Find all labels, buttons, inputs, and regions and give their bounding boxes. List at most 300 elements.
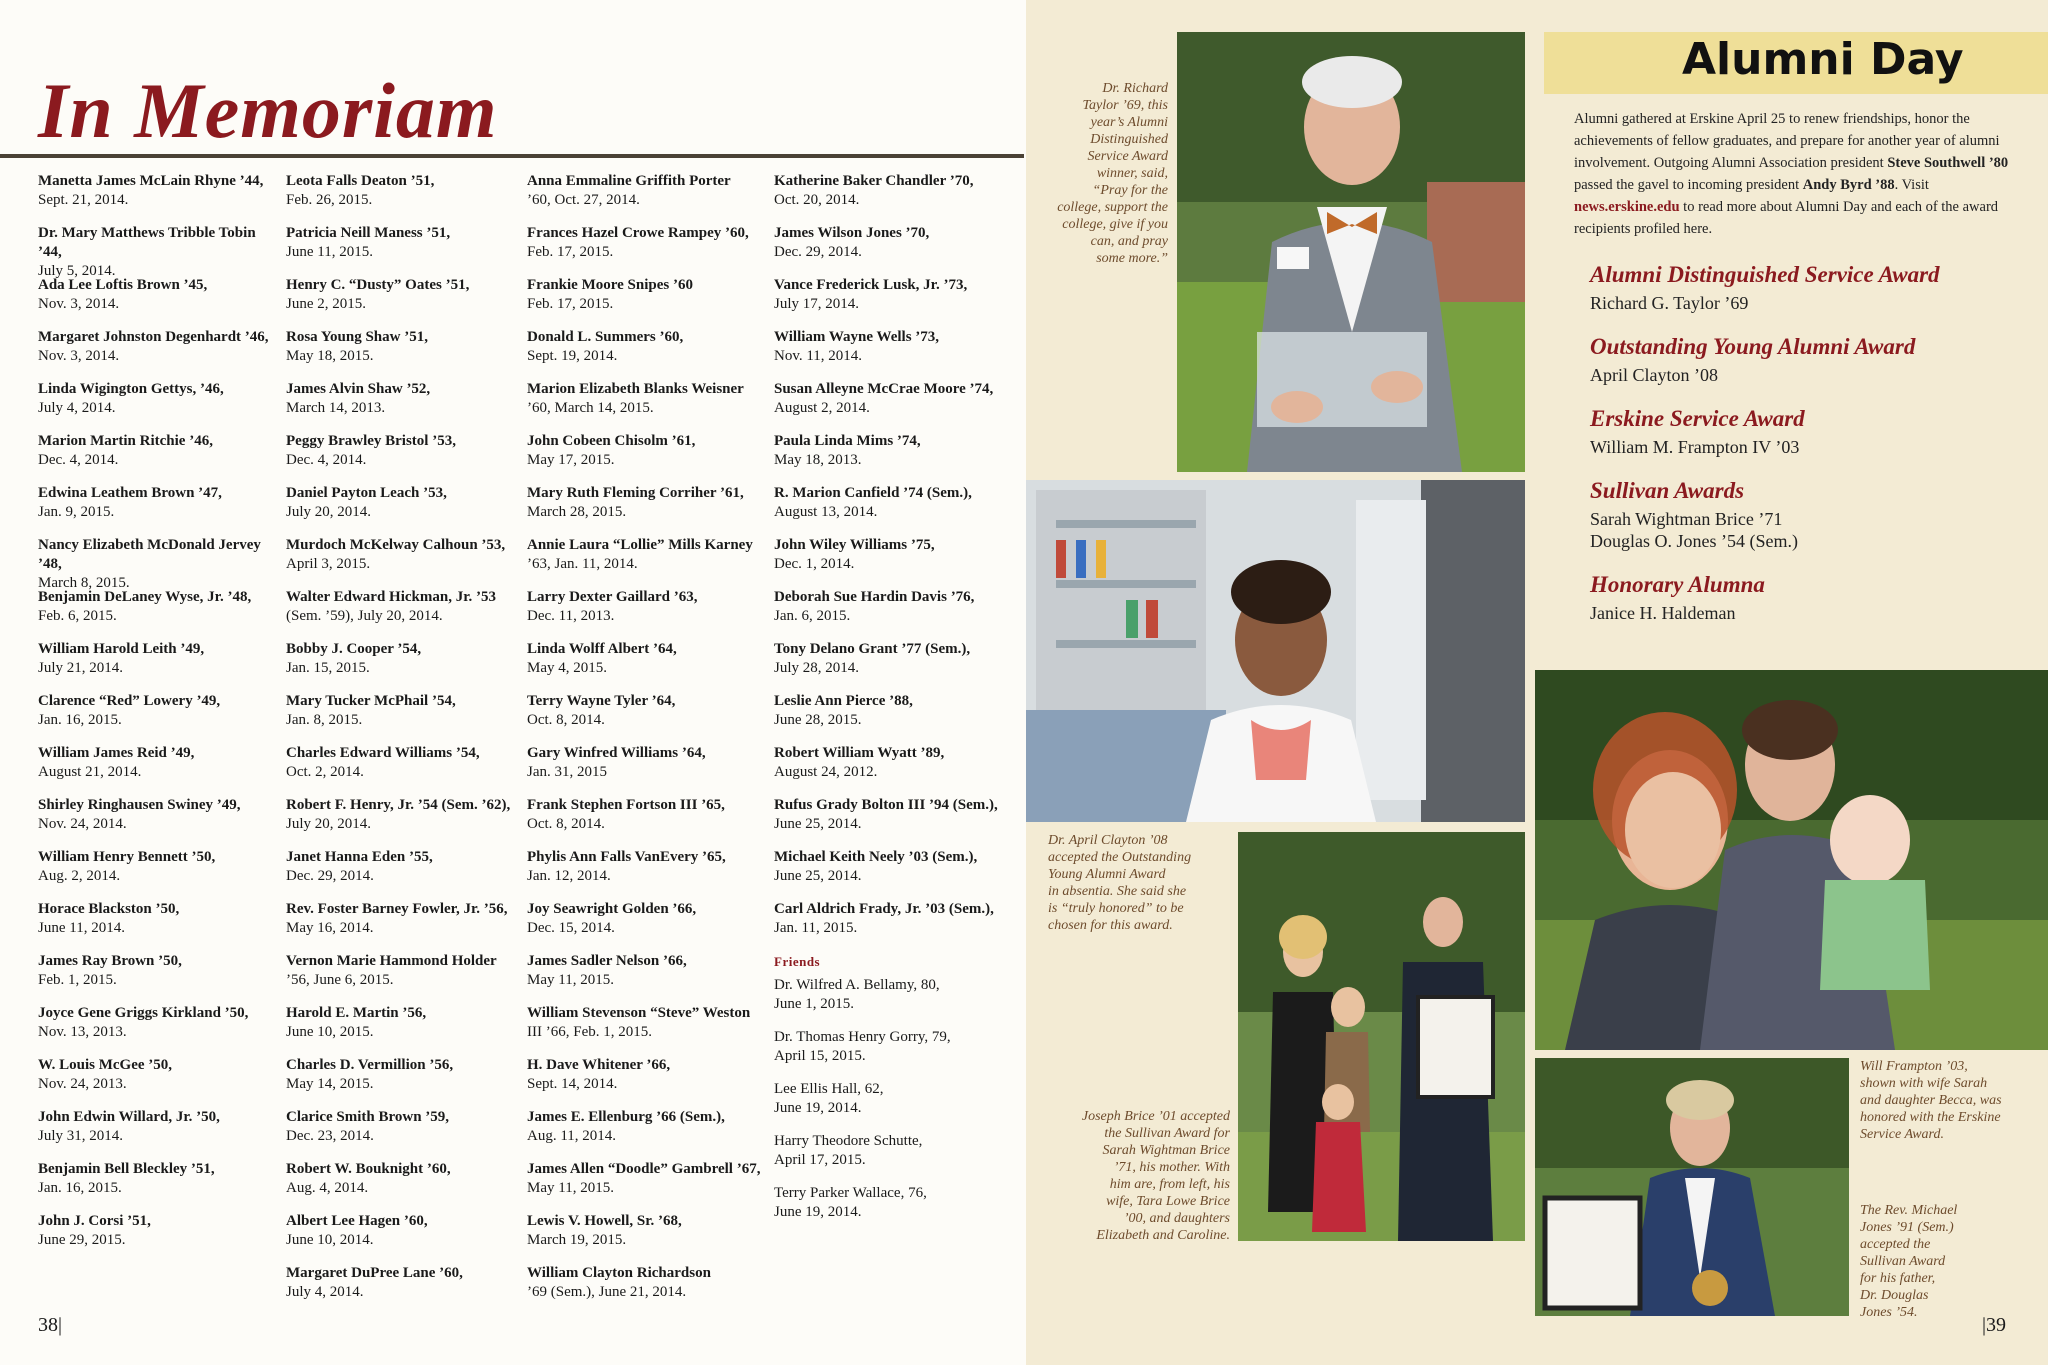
entry-name: Michael Keith Neely ’03 (Sem.), [774, 849, 978, 865]
entry-date: June 25, 2014. [774, 816, 862, 832]
entry-name: Dr. Thomas Henry Gorry, 79, [774, 1029, 951, 1045]
memoriam-entry [286, 1160, 528, 1212]
entry-name: Paula Linda Mims ’74, [774, 433, 921, 449]
entry-name: Gary Winfred Williams ’64, [527, 745, 706, 761]
entry-name: Harry Theodore Schutte, [774, 1133, 923, 1149]
memoriam-entry [527, 692, 769, 744]
memoriam-entry [286, 1004, 528, 1056]
award-title: Outstanding Young Alumni Award [1590, 334, 1916, 359]
memoriam-entry [286, 380, 528, 432]
entry-date: (Sem. ’59), July 20, 2014. [286, 608, 443, 624]
entry-name: Frances Hazel Crowe Rampey ’60, [527, 225, 749, 241]
photo-april-clayton-lab [1026, 480, 1525, 822]
entry-name: Tony Delano Grant ’77 (Sem.), [774, 641, 971, 657]
entry-name: Dr. Wilfred A. Bellamy, 80, [774, 977, 940, 993]
memoriam-entry [527, 224, 769, 276]
entry-date: III ’66, Feb. 1, 2015. [527, 1024, 652, 1040]
entry-date: Feb. 17, 2015. [527, 244, 614, 260]
caption-line: college, support the [1057, 200, 1168, 215]
entry-date: ’60, March 14, 2015. [527, 400, 654, 416]
friend-entry [774, 1132, 1016, 1184]
entry-date: Sept. 21, 2014. [38, 192, 129, 208]
memoriam-entry [38, 484, 280, 536]
entry-name: James Sadler Nelson ’66, [527, 953, 687, 969]
entry-name: W. Louis McGee ’50, [38, 1057, 173, 1073]
entry-name: Joy Seawright Golden ’66, [527, 901, 697, 917]
entry-date: August 21, 2014. [38, 764, 142, 780]
friend-entry [774, 1184, 1016, 1236]
memoriam-entry [527, 1056, 769, 1108]
award-recipient: Douglas O. Jones ’54 (Sem.) [1590, 531, 1798, 551]
caption-line: Dr. Douglas [1860, 1288, 1929, 1303]
entry-name: William Clayton Richardson [527, 1265, 711, 1281]
entry-name: Charles D. Vermillion ’56, [286, 1057, 454, 1073]
entry-name: Marion Martin Ritchie ’46, [38, 433, 213, 449]
entry-date: Nov. 3, 2014. [38, 348, 120, 364]
memoriam-entry [774, 328, 1016, 380]
page-number-right: |39 [1982, 1314, 2007, 1336]
entry-name: Deborah Sue Hardin Davis ’76, [774, 589, 975, 605]
caption-line: Sarah Wightman Brice [1102, 1143, 1230, 1158]
caption-line: accepted the [1860, 1237, 1931, 1252]
entry-date: July 4, 2014. [286, 1284, 364, 1300]
friends-list [774, 976, 1016, 1236]
entry-date: July 21, 2014. [38, 660, 124, 676]
memoriam-entry [527, 848, 769, 900]
entry-name: Terry Parker Wallace, 76, [774, 1185, 927, 1201]
memoriam-entry [527, 588, 769, 640]
entry-date: July 20, 2014. [286, 816, 372, 832]
entry-name: William Wayne Wells ’73, [774, 329, 940, 345]
caption-line: winner, said, [1096, 166, 1168, 181]
entry-date: ’69 (Sem.), June 21, 2014. [527, 1284, 687, 1300]
entry-name: Albert Lee Hagen ’60, [286, 1213, 428, 1229]
entry-name: Leslie Ann Pierce ’88, [774, 693, 913, 709]
entry-date: June 19, 2014. [774, 1204, 862, 1220]
intro-bold-2: Andy Byrd ’88 [1802, 177, 1895, 193]
entry-name: Ada Lee Loftis Brown ’45, [38, 277, 208, 293]
entry-name: Frank Stephen Fortson III ’65, [527, 797, 725, 813]
caption-line: can, and pray [1090, 234, 1168, 249]
caption-line: the Sullivan Award for [1104, 1126, 1230, 1141]
award-recipient: Janice H. Haldeman [1590, 603, 1736, 623]
memoriam-entry [38, 744, 280, 796]
award-title: Erskine Service Award [1590, 406, 1805, 431]
memoriam-entry [38, 536, 280, 591]
entry-name: Margaret DuPree Lane ’60, [286, 1265, 463, 1281]
memoriam-entry [527, 1108, 769, 1160]
entry-name: Murdoch McKelway Calhoun ’53, [286, 537, 506, 553]
entry-name: James Alvin Shaw ’52, [286, 381, 431, 397]
entry-name: John Edwin Willard, Jr. ’50, [38, 1109, 220, 1125]
friend-entry [774, 1028, 1016, 1080]
intro-text-2: passed the gavel to incoming president [1574, 177, 1803, 193]
entry-date: Jan. 16, 2015. [38, 1180, 122, 1196]
caption-line: honored with the Erskine [1860, 1110, 2001, 1125]
title-divider [0, 154, 1024, 158]
memoriam-entry [286, 328, 528, 380]
friend-entry [774, 976, 1016, 1028]
entry-date: Jan. 9, 2015. [38, 504, 115, 520]
entry-name: Benjamin DeLaney Wyse, Jr. ’48, [38, 589, 252, 605]
news-link[interactable]: news.erskine.edu [1574, 199, 1680, 215]
caption-line: college, give if you [1062, 217, 1168, 232]
entry-date: April 17, 2015. [774, 1152, 866, 1168]
memoriam-entry [38, 1004, 280, 1056]
entry-name: Janet Hanna Eden ’55, [286, 849, 433, 865]
memoriam-entry [527, 1004, 769, 1056]
caption-line: Jones ’91 (Sem.) [1860, 1220, 1954, 1235]
memoriam-entry [38, 224, 280, 279]
entry-date: June 29, 2015. [38, 1232, 126, 1248]
memoriam-entry [38, 328, 280, 380]
caption-line: Service Award [1087, 149, 1168, 164]
entry-date: Feb. 1, 2015. [38, 972, 117, 988]
entry-name: Katherine Baker Chandler ’70, [774, 173, 974, 189]
entry-date: June 2, 2015. [286, 296, 366, 312]
entry-name: Dr. Mary Matthews Tribble Tobin ’44, [38, 225, 256, 260]
memoriam-entry [38, 796, 280, 848]
entry-name: Linda Wolff Albert ’64, [527, 641, 677, 657]
memoriam-entry [774, 900, 1016, 952]
caption-line: The Rev. Michael [1860, 1203, 1958, 1218]
entry-date: May 11, 2015. [527, 1180, 614, 1196]
memoriam-column-4 [774, 172, 1016, 1236]
memoriam-entry [286, 640, 528, 692]
memoriam-entry [38, 640, 280, 692]
entry-date: Feb. 6, 2015. [38, 608, 117, 624]
entry-date: Jan. 16, 2015. [38, 712, 122, 728]
entry-date: Nov. 24, 2014. [38, 816, 127, 832]
memoriam-entry [774, 536, 1016, 588]
entry-name: Benjamin Bell Bleckley ’51, [38, 1161, 215, 1177]
entry-name: Shirley Ringhausen Swiney ’49, [38, 797, 241, 813]
memoriam-entry [774, 432, 1016, 484]
caption-line: accepted the Outstanding [1048, 850, 1192, 865]
award-recipient: William M. Frampton IV ’03 [1590, 437, 1800, 457]
memoriam-entry [527, 640, 769, 692]
memoriam-entry [38, 1160, 280, 1212]
entry-name: Clarice Smith Brown ’59, [286, 1109, 450, 1125]
memoriam-entry [286, 536, 528, 588]
entry-name: Rosa Young Shaw ’51, [286, 329, 428, 345]
entry-name: Patricia Neill Maness ’51, [286, 225, 451, 241]
entry-date: Sept. 19, 2014. [527, 348, 618, 364]
entry-date: March 14, 2013. [286, 400, 386, 416]
award-title: Alumni Distinguished Service Award [1590, 262, 1940, 287]
entry-date: Oct. 2, 2014. [286, 764, 364, 780]
memoriam-entry [527, 1160, 769, 1212]
entry-name: Clarence “Red” Lowery ’49, [38, 693, 221, 709]
entry-date: June 10, 2014. [286, 1232, 374, 1248]
memoriam-entry [38, 692, 280, 744]
entry-date: Nov. 13, 2013. [38, 1024, 127, 1040]
entry-name: William Stevenson “Steve” Weston [527, 1005, 751, 1021]
memoriam-entry [286, 796, 528, 848]
memoriam-entry [774, 276, 1016, 328]
entry-name: Rufus Grady Bolton III ’94 (Sem.), [774, 797, 998, 813]
caption-line: Young Alumni Award [1048, 867, 1166, 882]
entry-name: Lee Ellis Hall, 62, [774, 1081, 884, 1097]
entry-date: Aug. 11, 2014. [527, 1128, 617, 1144]
entry-date: June 10, 2015. [286, 1024, 374, 1040]
memoriam-entry [286, 432, 528, 484]
caption-line: Joseph Brice ’01 accepted [1081, 1109, 1230, 1124]
caption-line: Taylor ’69, this [1082, 98, 1168, 113]
entry-date: Dec. 4, 2014. [286, 452, 367, 468]
entry-date: June 25, 2014. [774, 868, 862, 884]
entry-name: H. Dave Whitener ’66, [527, 1057, 671, 1073]
entry-date: March 8, 2015. [38, 575, 130, 591]
memoriam-entry [38, 1056, 280, 1108]
memoriam-entry [286, 484, 528, 536]
entry-date: Nov. 3, 2014. [38, 296, 120, 312]
entry-date: Jan. 15, 2015. [286, 660, 370, 676]
entry-date: June 11, 2014. [38, 920, 125, 936]
memoriam-entry [38, 1108, 280, 1160]
caption-line: “Pray for the [1092, 183, 1168, 198]
memoriam-entry [774, 744, 1016, 796]
entry-name: James Ray Brown ’50, [38, 953, 182, 969]
entry-name: Bobby J. Cooper ’54, [286, 641, 422, 657]
entry-date: Sept. 14, 2014. [527, 1076, 618, 1092]
caption-line: shown with wife Sarah [1860, 1076, 1988, 1091]
caption-line: is “truly honored” to be [1048, 901, 1184, 916]
caption-line: chosen for this award. [1048, 918, 1173, 933]
entry-date: June 19, 2014. [774, 1100, 862, 1116]
caption-clayton [1048, 832, 1228, 934]
entry-name: James Allen “Doodle” Gambrell ’67, [527, 1161, 761, 1177]
memoriam-entry [527, 276, 769, 328]
memoriam-entry [286, 848, 528, 900]
memoriam-column-1 [38, 172, 280, 1264]
caption-line: Sullivan Award [1860, 1254, 1946, 1269]
memoriam-entry [774, 380, 1016, 432]
memoriam-entry [286, 588, 528, 640]
entry-date: July 28, 2014. [774, 660, 860, 676]
caption-line: Service Award. [1860, 1127, 1944, 1142]
memoriam-entry [527, 952, 769, 1004]
entry-date: ’60, Oct. 27, 2014. [527, 192, 640, 208]
entry-name: James Wilson Jones ’70, [774, 225, 930, 241]
entry-date: Oct. 8, 2014. [527, 816, 605, 832]
memoriam-entry [774, 692, 1016, 744]
caption-line: Dr. Richard [1102, 81, 1168, 96]
entry-date: May 4, 2015. [527, 660, 607, 676]
entry-date: Dec. 15, 2014. [527, 920, 615, 936]
entry-name: Vernon Marie Hammond Holder [286, 953, 497, 969]
entry-name: Terry Wayne Tyler ’64, [527, 693, 676, 709]
entry-name: Charles Edward Williams ’54, [286, 745, 480, 761]
intro-text-4: to read more about Alumni Day and each of the award recipients profiled here. [1574, 199, 1999, 237]
entry-name: Robert William Wyatt ’89, [774, 745, 945, 761]
entry-name: Peggy Brawley Bristol ’53, [286, 433, 456, 449]
entry-date: August 24, 2012. [774, 764, 878, 780]
entry-date: March 28, 2015. [527, 504, 627, 520]
entry-name: Daniel Payton Leach ’53, [286, 485, 447, 501]
caption-line: Elizabeth and Caroline. [1096, 1228, 1230, 1243]
caption-frampton [1860, 1058, 2040, 1143]
entry-name: William James Reid ’49, [38, 745, 195, 761]
caption-line: Distinguished [1090, 132, 1168, 147]
photo-richard-taylor [1177, 32, 1525, 472]
entry-name: Vance Frederick Lusk, Jr. ’73, [774, 277, 968, 293]
entry-date: July 4, 2014. [38, 400, 116, 416]
entry-date: June 11, 2015. [286, 244, 373, 260]
memoriam-entry [527, 796, 769, 848]
entry-name: Mary Ruth Fleming Corriher ’61, [527, 485, 744, 501]
caption-line: year’s Alumni [1090, 115, 1168, 130]
photo-michael-jones [1535, 1058, 1849, 1316]
memoriam-entry [286, 952, 528, 1004]
memoriam-entry [286, 1056, 528, 1108]
award-recipient: Richard G. Taylor ’69 [1590, 293, 1749, 313]
entry-name: Walter Edward Hickman, Jr. ’53 [286, 589, 497, 605]
entry-date: Dec. 29, 2014. [286, 868, 374, 884]
entry-name: Anna Emmaline Griffith Porter [527, 173, 731, 189]
entry-date: Nov. 24, 2013. [38, 1076, 127, 1092]
entry-date: Jan. 12, 2014. [527, 868, 611, 884]
entry-date: Oct. 8, 2014. [527, 712, 605, 728]
intro-text-3: . Visit [1894, 177, 1929, 193]
caption-brice [1040, 1108, 1230, 1244]
entry-name: Mary Tucker McPhail ’54, [286, 693, 456, 709]
memoriam-entry [38, 172, 280, 224]
memoriam-entry [527, 744, 769, 796]
entry-name: Susan Alleyne McCrae Moore ’74, [774, 381, 994, 397]
caption-line: for his father, [1860, 1271, 1936, 1286]
entry-name: Leota Falls Deaton ’51, [286, 173, 435, 189]
photo-frampton-family [1535, 670, 2048, 1050]
memoriam-entry [286, 1212, 528, 1264]
memoriam-entry [38, 588, 280, 640]
entry-date: Jan. 6, 2015. [774, 608, 851, 624]
entry-date: May 11, 2015. [527, 972, 614, 988]
memoriam-entry [527, 1212, 769, 1264]
entry-date: July 31, 2014. [38, 1128, 124, 1144]
caption-line: wife, Tara Lowe Brice [1106, 1194, 1230, 1209]
entry-name: Joyce Gene Griggs Kirkland ’50, [38, 1005, 249, 1021]
page-number-left: 38| [38, 1314, 63, 1336]
memoriam-entry [286, 744, 528, 796]
alumni-day-intro [1574, 108, 2014, 240]
entry-date: April 3, 2015. [286, 556, 371, 572]
entry-date: ’56, June 6, 2015. [286, 972, 394, 988]
entry-name: Robert F. Henry, Jr. ’54 (Sem. ’62), [286, 797, 511, 813]
entry-date: Dec. 29, 2014. [774, 244, 862, 260]
entry-date: Dec. 11, 2013. [527, 608, 615, 624]
memoriam-entry [527, 900, 769, 952]
memoriam-entry [286, 900, 528, 952]
entry-date: Dec. 4, 2014. [38, 452, 119, 468]
entry-name: Donald L. Summers ’60, [527, 329, 684, 345]
memoriam-entry [527, 380, 769, 432]
memoriam-entry [774, 848, 1016, 900]
caption-line: him are, from left, his [1109, 1177, 1230, 1192]
memoriam-entry [774, 796, 1016, 848]
entry-name: John J. Corsi ’51, [38, 1213, 151, 1229]
entry-name: James E. Ellenburg ’66 (Sem.), [527, 1109, 725, 1125]
page-title: In Memoriam [38, 67, 498, 154]
award-recipient: April Clayton ’08 [1590, 365, 1718, 385]
entry-date: May 14, 2015. [286, 1076, 374, 1092]
entry-name: R. Marion Canfield ’74 (Sem.), [774, 485, 972, 501]
memoriam-entry [38, 848, 280, 900]
entry-name: Larry Dexter Gaillard ’63, [527, 589, 698, 605]
caption-line: Dr. April Clayton ’08 [1048, 833, 1168, 848]
award-title: Honorary Alumna [1590, 572, 1765, 597]
caption-line: in absentia. She said she [1048, 884, 1187, 899]
memoriam-entry [774, 588, 1016, 640]
entry-date: July 17, 2014. [774, 296, 860, 312]
entry-date: May 18, 2013. [774, 452, 862, 468]
photo-brice-family [1238, 832, 1525, 1241]
entry-name: William Harold Leith ’49, [38, 641, 205, 657]
entry-date: July 5, 2014. [38, 263, 116, 279]
entry-name: John Cobeen Chisolm ’61, [527, 433, 696, 449]
entry-date: April 15, 2015. [774, 1048, 866, 1064]
memoriam-entry [38, 952, 280, 1004]
entry-date: May 18, 2015. [286, 348, 374, 364]
memoriam-entry [286, 1108, 528, 1160]
caption-taylor [1040, 80, 1168, 267]
caption-line: ’71, his mother. With [1113, 1160, 1230, 1175]
award-recipient: Sarah Wightman Brice ’71 [1590, 509, 1783, 529]
entry-name: Henry C. “Dusty” Oates ’51, [286, 277, 470, 293]
entry-name: Manetta James McLain Rhyne ’44, [38, 173, 264, 189]
entry-date: Aug. 2, 2014. [38, 868, 121, 884]
intro-text-1: Alumni gathered at Erskine April 25 to renew friendships, honor the achievements of fellow graduates, and prepare for another year of alumni involvement. Outgoing Alumni Association president [1574, 111, 2000, 171]
entry-date: May 17, 2015. [527, 452, 615, 468]
caption-line: ’00, and daughters [1123, 1211, 1230, 1226]
entry-date: Jan. 11, 2015. [774, 920, 858, 936]
entry-name: Annie Laura “Lollie” Mills Karney [527, 537, 753, 553]
caption-jones [1860, 1202, 2040, 1321]
entry-name: Margaret Johnston Degenhardt ’46, [38, 329, 269, 345]
award-title: Sullivan Awards [1590, 478, 1745, 503]
friend-entry [774, 1080, 1016, 1132]
entry-name: Marion Elizabeth Blanks Weisner [527, 381, 744, 397]
entry-name: Frankie Moore Snipes ’60 [527, 277, 693, 293]
entry-date: Aug. 4, 2014. [286, 1180, 369, 1196]
entry-date: August 2, 2014. [774, 400, 870, 416]
memoriam-entry [774, 640, 1016, 692]
memoriam-entry [527, 1264, 769, 1316]
entry-name: Linda Wigington Gettys, ’46, [38, 381, 224, 397]
entry-name: Edwina Leathem Brown ’47, [38, 485, 222, 501]
entry-date: ’63, Jan. 11, 2014. [527, 556, 638, 572]
memoriam-entry [774, 484, 1016, 536]
entry-date: June 28, 2015. [774, 712, 862, 728]
memoriam-entry [38, 900, 280, 952]
memoriam-entry [38, 276, 280, 328]
memoriam-entry [286, 692, 528, 744]
entry-name: Phylis Ann Falls VanEvery ’65, [527, 849, 726, 865]
memoriam-entry [527, 536, 769, 588]
memoriam-entry [527, 172, 769, 224]
entry-date: Jan. 31, 2015 [527, 764, 607, 780]
entry-date: Nov. 11, 2014. [774, 348, 863, 364]
entry-date: Dec. 23, 2014. [286, 1128, 374, 1144]
entry-date: July 20, 2014. [286, 504, 372, 520]
entry-name: Harold E. Martin ’56, [286, 1005, 427, 1021]
memoriam-entry [286, 172, 528, 224]
entry-date: Feb. 26, 2015. [286, 192, 373, 208]
memoriam-column-3 [527, 172, 769, 1316]
caption-line: Jones ’54. [1860, 1305, 1918, 1320]
entry-name: Carl Aldrich Frady, Jr. ’03 (Sem.), [774, 901, 994, 917]
entry-name: Robert W. Bouknight ’60, [286, 1161, 451, 1177]
